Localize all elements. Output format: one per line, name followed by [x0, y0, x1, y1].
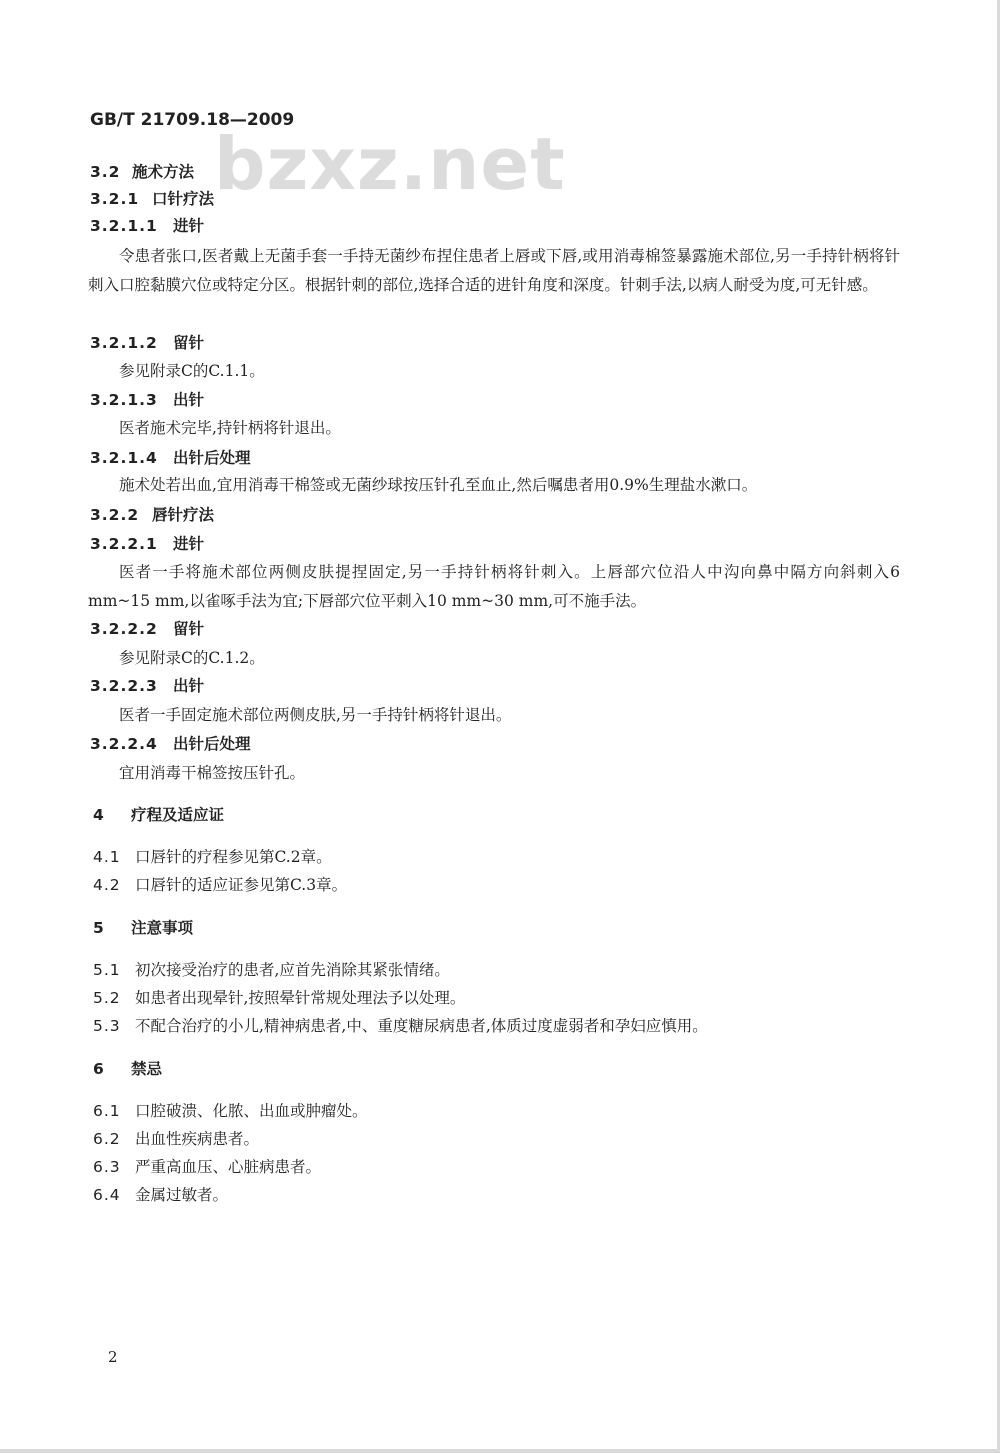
clause-5-2	[93, 989, 465, 1008]
heading-3-2-2-4	[90, 735, 251, 754]
section-title: 出针	[173, 390, 205, 409]
page-number: 2	[108, 1348, 118, 1366]
clause-text: 金属过敏者。	[135, 1186, 229, 1204]
heading-3-2-1-2	[90, 334, 204, 353]
section-title: 留针	[173, 619, 205, 638]
section-number: 3.2.1.1	[90, 217, 158, 235]
clause-text: 初次接受治疗的患者,应首先消除其紧张情绪。	[135, 961, 450, 979]
clause-6-4	[93, 1186, 228, 1205]
section-title: 疗程及适应证	[131, 805, 225, 824]
heading-3-2-1	[90, 190, 214, 209]
clause-4-2	[93, 876, 347, 895]
clause-6-3	[93, 1158, 321, 1177]
heading-3-2	[90, 163, 194, 182]
clause-number: 6.1	[93, 1102, 121, 1120]
section-number: 3.2.2.2	[90, 620, 158, 638]
section-number: 6	[93, 1060, 105, 1078]
section-number: 3.2.2.4	[90, 735, 158, 753]
clause-number: 6.2	[93, 1130, 121, 1148]
heading-3-2-1-1	[90, 217, 204, 236]
section-title: 出针后处理	[173, 734, 251, 753]
section-number: 3.2.2.1	[90, 535, 158, 553]
section-number: 3.2.1.3	[90, 391, 158, 409]
paragraph-3-2-1-1: 令患者张口,医者戴上无菌手套一手持无菌纱布捏住患者上唇或下唇,或用消毒棉签暴露施术部位,另一手持针柄将针刺入口腔黏膜穴位或特定分区。根据针刺的部位,选择合适的进针角度和深度。针刺手法,以病人耐受为度,可无针感。	[88, 247, 900, 294]
section-title: 口针疗法	[152, 189, 215, 208]
clause-text: 如患者出现晕针,按照晕针常规处理法予以处理。	[135, 989, 466, 1007]
clause-number: 5.2	[93, 989, 121, 1007]
section-title: 进针	[173, 534, 205, 553]
section-number: 3.2	[90, 163, 121, 181]
clause-text: 口唇针的疗程参见第C.2章。	[135, 848, 332, 866]
section-number: 3.2.1.2	[90, 334, 158, 352]
clause-text: 口唇针的适应证参见第C.3章。	[135, 876, 348, 894]
heading-3-2-1-4	[90, 449, 251, 468]
watermark: bzxz.net	[214, 122, 566, 206]
clause-5-1	[93, 961, 450, 980]
section-title: 留针	[173, 333, 205, 352]
section-title: 施术方法	[132, 162, 195, 181]
clause-6-1	[93, 1102, 368, 1121]
clause-text: 口腔破溃、化脓、出血或肿瘤处。	[135, 1102, 368, 1120]
heading-5	[93, 919, 193, 938]
clause-number: 4.2	[93, 876, 121, 894]
clause-text: 不配合治疗的小儿,精神病患者,中、重度糖尿病患者,体质过度虚弱者和孕妇应慎用。	[135, 1017, 708, 1035]
heading-4	[93, 806, 224, 825]
heading-6	[93, 1060, 162, 1079]
heading-3-2-2-1	[90, 535, 204, 554]
section-number: 3.2.1.4	[90, 449, 158, 467]
paragraph-3-2-2-2: 参见附录C的C.1.2。	[119, 649, 265, 667]
paragraph-3-2-1-3: 医者施术完毕,持针柄将针退出。	[119, 419, 341, 437]
standard-id: GB/T 21709.18—2009	[90, 110, 295, 130]
section-number: 4	[93, 806, 105, 824]
clause-number: 4.1	[93, 848, 121, 866]
clause-6-2	[93, 1130, 259, 1149]
section-title: 出针	[173, 676, 205, 695]
section-title: 禁忌	[131, 1059, 163, 1078]
clause-number: 5.1	[93, 961, 121, 979]
clause-number: 5.3	[93, 1017, 121, 1035]
paragraph-3-2-2-4: 宜用消毒干棉签按压针孔。	[119, 764, 306, 782]
clause-text: 严重高血压、心脏病患者。	[135, 1158, 322, 1176]
section-number: 5	[93, 919, 105, 937]
paragraph-3-2-2-1: 医者一手将施术部位两侧皮肤提捏固定,另一手持针柄将针刺入。上唇部穴位沿人中沟向鼻中隔方向斜刺入6 mm~15 mm,以雀啄手法为宜;下唇部穴位平刺入10 mm~30 mm,可不施手法。	[88, 563, 900, 610]
paragraph-3-2-1-2: 参见附录C的C.1.1。	[119, 362, 265, 380]
paragraph-3-2-1-4: 施术处若出血,宜用消毒干棉签或无菌纱球按压针孔至血止,然后嘱患者用0.9%生理盐水漱口。	[119, 476, 758, 494]
section-number: 3.2.2	[90, 506, 140, 524]
section-title: 出针后处理	[173, 448, 251, 467]
section-title: 进针	[173, 216, 205, 235]
page-edge-bottom	[0, 1449, 1000, 1453]
heading-3-2-1-3	[90, 391, 204, 410]
section-title: 注意事项	[131, 918, 194, 937]
clause-text: 出血性疾病患者。	[135, 1130, 260, 1148]
clause-4-1	[93, 848, 332, 867]
clause-number: 6.4	[93, 1186, 121, 1204]
section-number: 3.2.2.3	[90, 677, 158, 695]
heading-3-2-2-2	[90, 620, 204, 639]
paragraph-3-2-2-3: 医者一手固定施术部位两侧皮肤,另一手持针柄将针退出。	[119, 706, 512, 724]
heading-3-2-2	[90, 506, 214, 525]
section-title: 唇针疗法	[152, 505, 215, 524]
heading-3-2-2-3	[90, 677, 204, 696]
section-number: 3.2.1	[90, 190, 140, 208]
clause-number: 6.3	[93, 1158, 121, 1176]
clause-5-3	[93, 1017, 708, 1036]
